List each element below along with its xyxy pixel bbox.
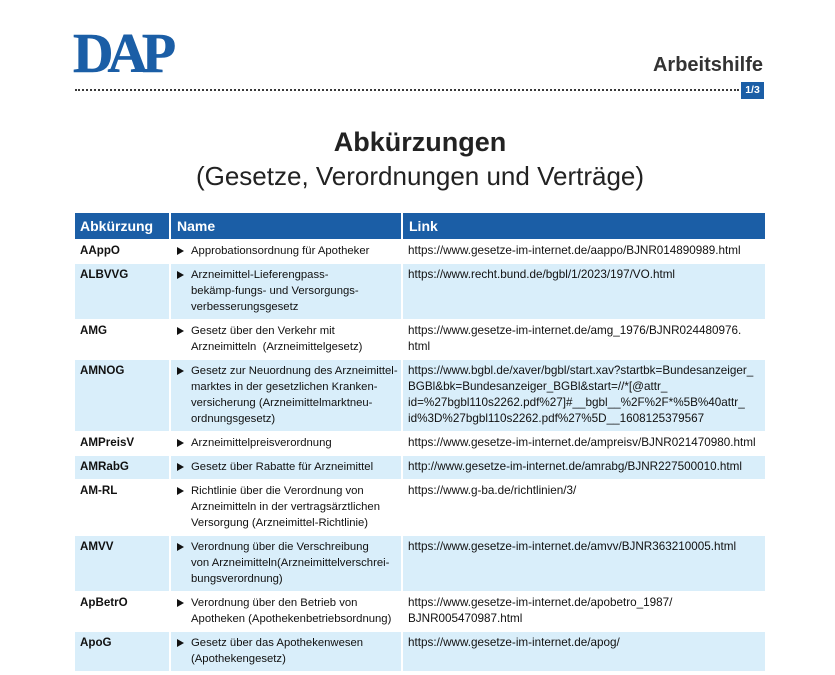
triangle-right-icon <box>177 327 184 335</box>
link-cell[interactable]: https://www.g-ba.de/richtlinien/3/ <box>402 480 765 536</box>
page-indicator-badge: 1/3 <box>741 82 764 99</box>
name-content <box>177 595 398 627</box>
name-text: Gesetz über das Apothekenwesen (Apothekengesetz) <box>191 637 364 665</box>
abbreviation-cell: AMRabG <box>75 456 170 480</box>
name-cell <box>170 264 402 320</box>
table-header <box>75 213 765 240</box>
name-text: Gesetz zur Neuordnung des Arzneimittel- marktes in der gesetzlichen Kranken- versicherung (Arzneimittelmarktneu- ordnungsgesetz) <box>191 365 398 425</box>
table-row <box>75 240 765 264</box>
dap-logo: DAP <box>73 23 171 85</box>
name-cell <box>170 592 402 632</box>
name-content <box>177 323 398 355</box>
table-header-row <box>75 213 765 240</box>
link-cell[interactable]: https://www.gesetze-im-internet.de/apobetro_1987/ BJNR005470987.html <box>402 592 765 632</box>
name-text: Approbationsordnung für Apotheker <box>191 245 370 257</box>
column-header-name: Name <box>170 213 402 240</box>
link-cell[interactable]: https://www.gesetze-im-internet.de/apog/ <box>402 632 765 672</box>
abbreviation-cell: AMNOG <box>75 360 170 432</box>
table-row <box>75 480 765 536</box>
document-type-label: Arbeitshilfe <box>652 54 763 76</box>
name-cell <box>170 632 402 672</box>
table-row <box>75 592 765 632</box>
triangle-right-icon <box>177 247 184 255</box>
name-text: Arzneimittel-Lieferengpass- bekämp-fungs- und Versorgungs- verbesserungsgesetz <box>191 269 359 313</box>
name-text: Richtlinie über die Verordnung von Arzneimitteln in der vertragsärztlichen Versorgung (Arzneimittel-Richtlinie) <box>191 485 380 529</box>
link-cell[interactable]: https://www.recht.bund.de/bgbl/1/2023/197/VO.html <box>402 264 765 320</box>
abbreviation-cell: ApBetrO <box>75 592 170 632</box>
link-cell[interactable]: https://www.gesetze-im-internet.de/ampreisv/BJNR021470980.html <box>402 432 765 456</box>
triangle-right-icon <box>177 543 184 551</box>
link-cell[interactable]: https://www.gesetze-im-internet.de/amg_1976/BJNR024480976. html <box>402 320 765 360</box>
page-subtitle: (Gesetze, Verordnungen und Verträge) <box>195 161 645 191</box>
name-cell <box>170 360 402 432</box>
table-row <box>75 456 765 480</box>
name-text: Gesetz über Rabatte für Arzneimittel <box>191 461 374 473</box>
column-header-link: Link <box>402 213 765 240</box>
name-text: Verordnung über die Verschreibung von Arzneimitteln(Arzneimittelverschrei- bungsverordnung) <box>191 541 390 585</box>
name-cell <box>170 536 402 592</box>
name-text: Arzneimittelpreisverordnung <box>191 437 332 449</box>
triangle-right-icon <box>177 599 184 607</box>
name-content <box>177 539 398 587</box>
triangle-right-icon <box>177 367 184 375</box>
triangle-right-icon <box>177 639 184 647</box>
table-row <box>75 360 765 432</box>
table-row <box>75 320 765 360</box>
name-text: Verordnung über den Betrieb von Apotheken (Apothekenbetriebsordnung) <box>191 597 392 625</box>
dotted-divider <box>75 89 739 91</box>
abbreviation-cell: AM-RL <box>75 480 170 536</box>
table-row <box>75 632 765 672</box>
column-header-abbreviation: Abkürzung <box>75 213 170 240</box>
link-cell[interactable]: https://www.gesetze-im-internet.de/amvv/BJNR363210005.html <box>402 536 765 592</box>
triangle-right-icon <box>177 487 184 495</box>
abbreviation-cell: ApoG <box>75 632 170 672</box>
link-cell[interactable]: https://www.bgbl.de/xaver/bgbl/start.xav?startbk=Bundesanzeiger_ BGBl&bk=Bundesanzeiger_BGBl&start=//*[@attr_ id=%27bgbl110s2262.pdf%27]#__bgbl__%2F%2F*%5B%40attr_ id%3D%27bgbl110s2262.pdf%27%5D__1608125379567 <box>402 360 765 432</box>
page-title: Abkürzungen <box>333 127 507 157</box>
name-content <box>177 435 398 451</box>
link-cell[interactable]: http://www.gesetze-im-internet.de/amrabg/BJNR227500010.html <box>402 456 765 480</box>
table-row <box>75 432 765 456</box>
abbreviations-table <box>75 213 765 672</box>
table-body <box>75 240 765 672</box>
name-content <box>177 635 398 667</box>
abbreviation-cell: AMVV <box>75 536 170 592</box>
link-cell[interactable]: https://www.gesetze-im-internet.de/aappo/BJNR014890989.html <box>402 240 765 264</box>
abbreviation-cell: AMG <box>75 320 170 360</box>
name-content <box>177 243 398 259</box>
name-cell <box>170 320 402 360</box>
table-row <box>75 264 765 320</box>
abbreviation-cell: AAppO <box>75 240 170 264</box>
triangle-right-icon <box>177 271 184 279</box>
name-content <box>177 363 398 427</box>
triangle-right-icon <box>177 463 184 471</box>
name-cell <box>170 480 402 536</box>
name-cell <box>170 456 402 480</box>
name-cell <box>170 240 402 264</box>
abbreviation-cell: ALBVVG <box>75 264 170 320</box>
name-cell <box>170 432 402 456</box>
triangle-right-icon <box>177 439 184 447</box>
name-text: Gesetz über den Verkehr mit Arzneimitteln (Arzneimittelgesetz) <box>191 325 363 353</box>
abbreviation-cell: AMPreisV <box>75 432 170 456</box>
name-content <box>177 483 398 531</box>
name-content <box>177 459 398 475</box>
table-row <box>75 536 765 592</box>
name-content <box>177 267 398 315</box>
